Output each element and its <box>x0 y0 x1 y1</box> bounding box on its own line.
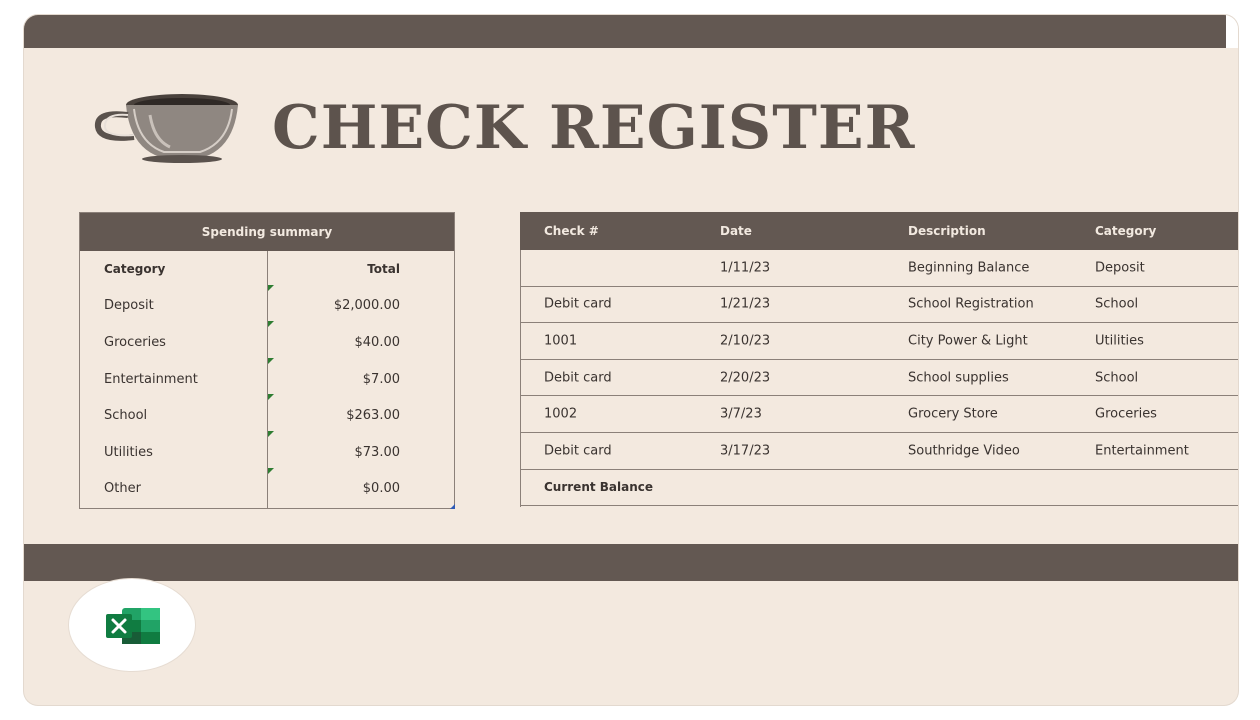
summary-row[interactable] <box>80 434 454 471</box>
summary-heading: Spending summary <box>80 213 454 251</box>
header-band-edge <box>1226 15 1238 48</box>
date-cell: 3/17/23 <box>720 443 771 459</box>
summary-total: $263.00 <box>346 408 400 424</box>
summary-category: Groceries <box>104 334 166 350</box>
col-category: Category <box>1095 224 1157 238</box>
summary-row[interactable] <box>80 471 454 508</box>
summary-category: Entertainment <box>104 371 198 387</box>
summary-header-row <box>80 251 454 288</box>
excel-icon <box>104 608 160 644</box>
header-band <box>24 15 1226 48</box>
summary-category: Deposit <box>104 298 154 314</box>
resize-handle-icon[interactable] <box>450 504 455 509</box>
summary-total: $2,000.00 <box>333 298 400 314</box>
date-cell: 3/7/23 <box>720 406 762 422</box>
table-row[interactable] <box>520 250 1238 287</box>
description-cell: Southridge Video <box>908 443 1020 459</box>
spending-summary-table <box>79 212 455 509</box>
summary-row[interactable] <box>80 361 454 398</box>
table-row[interactable] <box>520 396 1238 433</box>
summary-row[interactable] <box>80 288 454 325</box>
summary-row[interactable] <box>80 324 454 361</box>
summary-col-total: Total <box>367 262 400 277</box>
register-header-row <box>520 212 1238 250</box>
category-cell: Entertainment <box>1095 443 1189 459</box>
error-indicator-icon <box>268 468 274 474</box>
category-cell: Deposit <box>1095 260 1145 276</box>
col-date: Date <box>720 224 752 238</box>
date-cell: 2/10/23 <box>720 333 771 349</box>
error-indicator-icon <box>268 431 274 437</box>
description-cell: City Power & Light <box>908 333 1028 349</box>
summary-col-category: Category <box>104 262 166 277</box>
error-indicator-icon <box>268 394 274 400</box>
date-cell: 1/11/23 <box>720 260 771 276</box>
summary-row[interactable] <box>80 397 454 434</box>
error-indicator-icon <box>268 358 274 364</box>
check-number-cell: Debit card <box>544 296 612 312</box>
excel-app-badge[interactable] <box>69 579 195 671</box>
category-cell: Utilities <box>1095 333 1144 349</box>
table-row[interactable] <box>520 323 1238 360</box>
check-number-cell: 1001 <box>544 333 578 349</box>
category-cell: School <box>1095 296 1139 312</box>
summary-total: $0.00 <box>362 481 400 497</box>
date-cell: 2/20/23 <box>720 370 771 386</box>
description-cell: School supplies <box>908 370 1009 386</box>
check-register-table <box>520 212 1238 509</box>
current-balance-label: Current Balance <box>544 480 654 495</box>
category-cell: Groceries <box>1095 406 1157 422</box>
error-indicator-icon <box>268 321 274 327</box>
table-row[interactable] <box>520 433 1238 470</box>
description-cell: Grocery Store <box>908 406 998 422</box>
check-number-cell: 1002 <box>544 406 578 422</box>
category-cell: School <box>1095 370 1139 386</box>
footer-band <box>24 544 1238 581</box>
coffee-cup-icon <box>90 85 250 165</box>
col-check-number: Check # <box>544 224 599 238</box>
date-cell: 1/21/23 <box>720 296 771 312</box>
page-title: CHECK REGISTER <box>272 93 916 163</box>
check-number-cell: Debit card <box>544 443 612 459</box>
summary-category: Other <box>104 481 141 497</box>
table-row[interactable] <box>520 360 1238 397</box>
current-balance-row[interactable] <box>520 470 1238 507</box>
template-preview-card[interactable] <box>24 15 1238 705</box>
summary-category: Utilities <box>104 444 153 460</box>
description-cell: Beginning Balance <box>908 260 1030 276</box>
summary-total: $7.00 <box>362 371 400 387</box>
table-row[interactable] <box>520 287 1238 324</box>
description-cell: School Registration <box>908 296 1034 312</box>
error-indicator-icon <box>268 285 274 291</box>
summary-total: $40.00 <box>354 334 400 350</box>
col-description: Description <box>908 224 986 238</box>
check-number-cell: Debit card <box>544 370 612 386</box>
summary-category: School <box>104 408 148 424</box>
summary-total: $73.00 <box>354 444 400 460</box>
